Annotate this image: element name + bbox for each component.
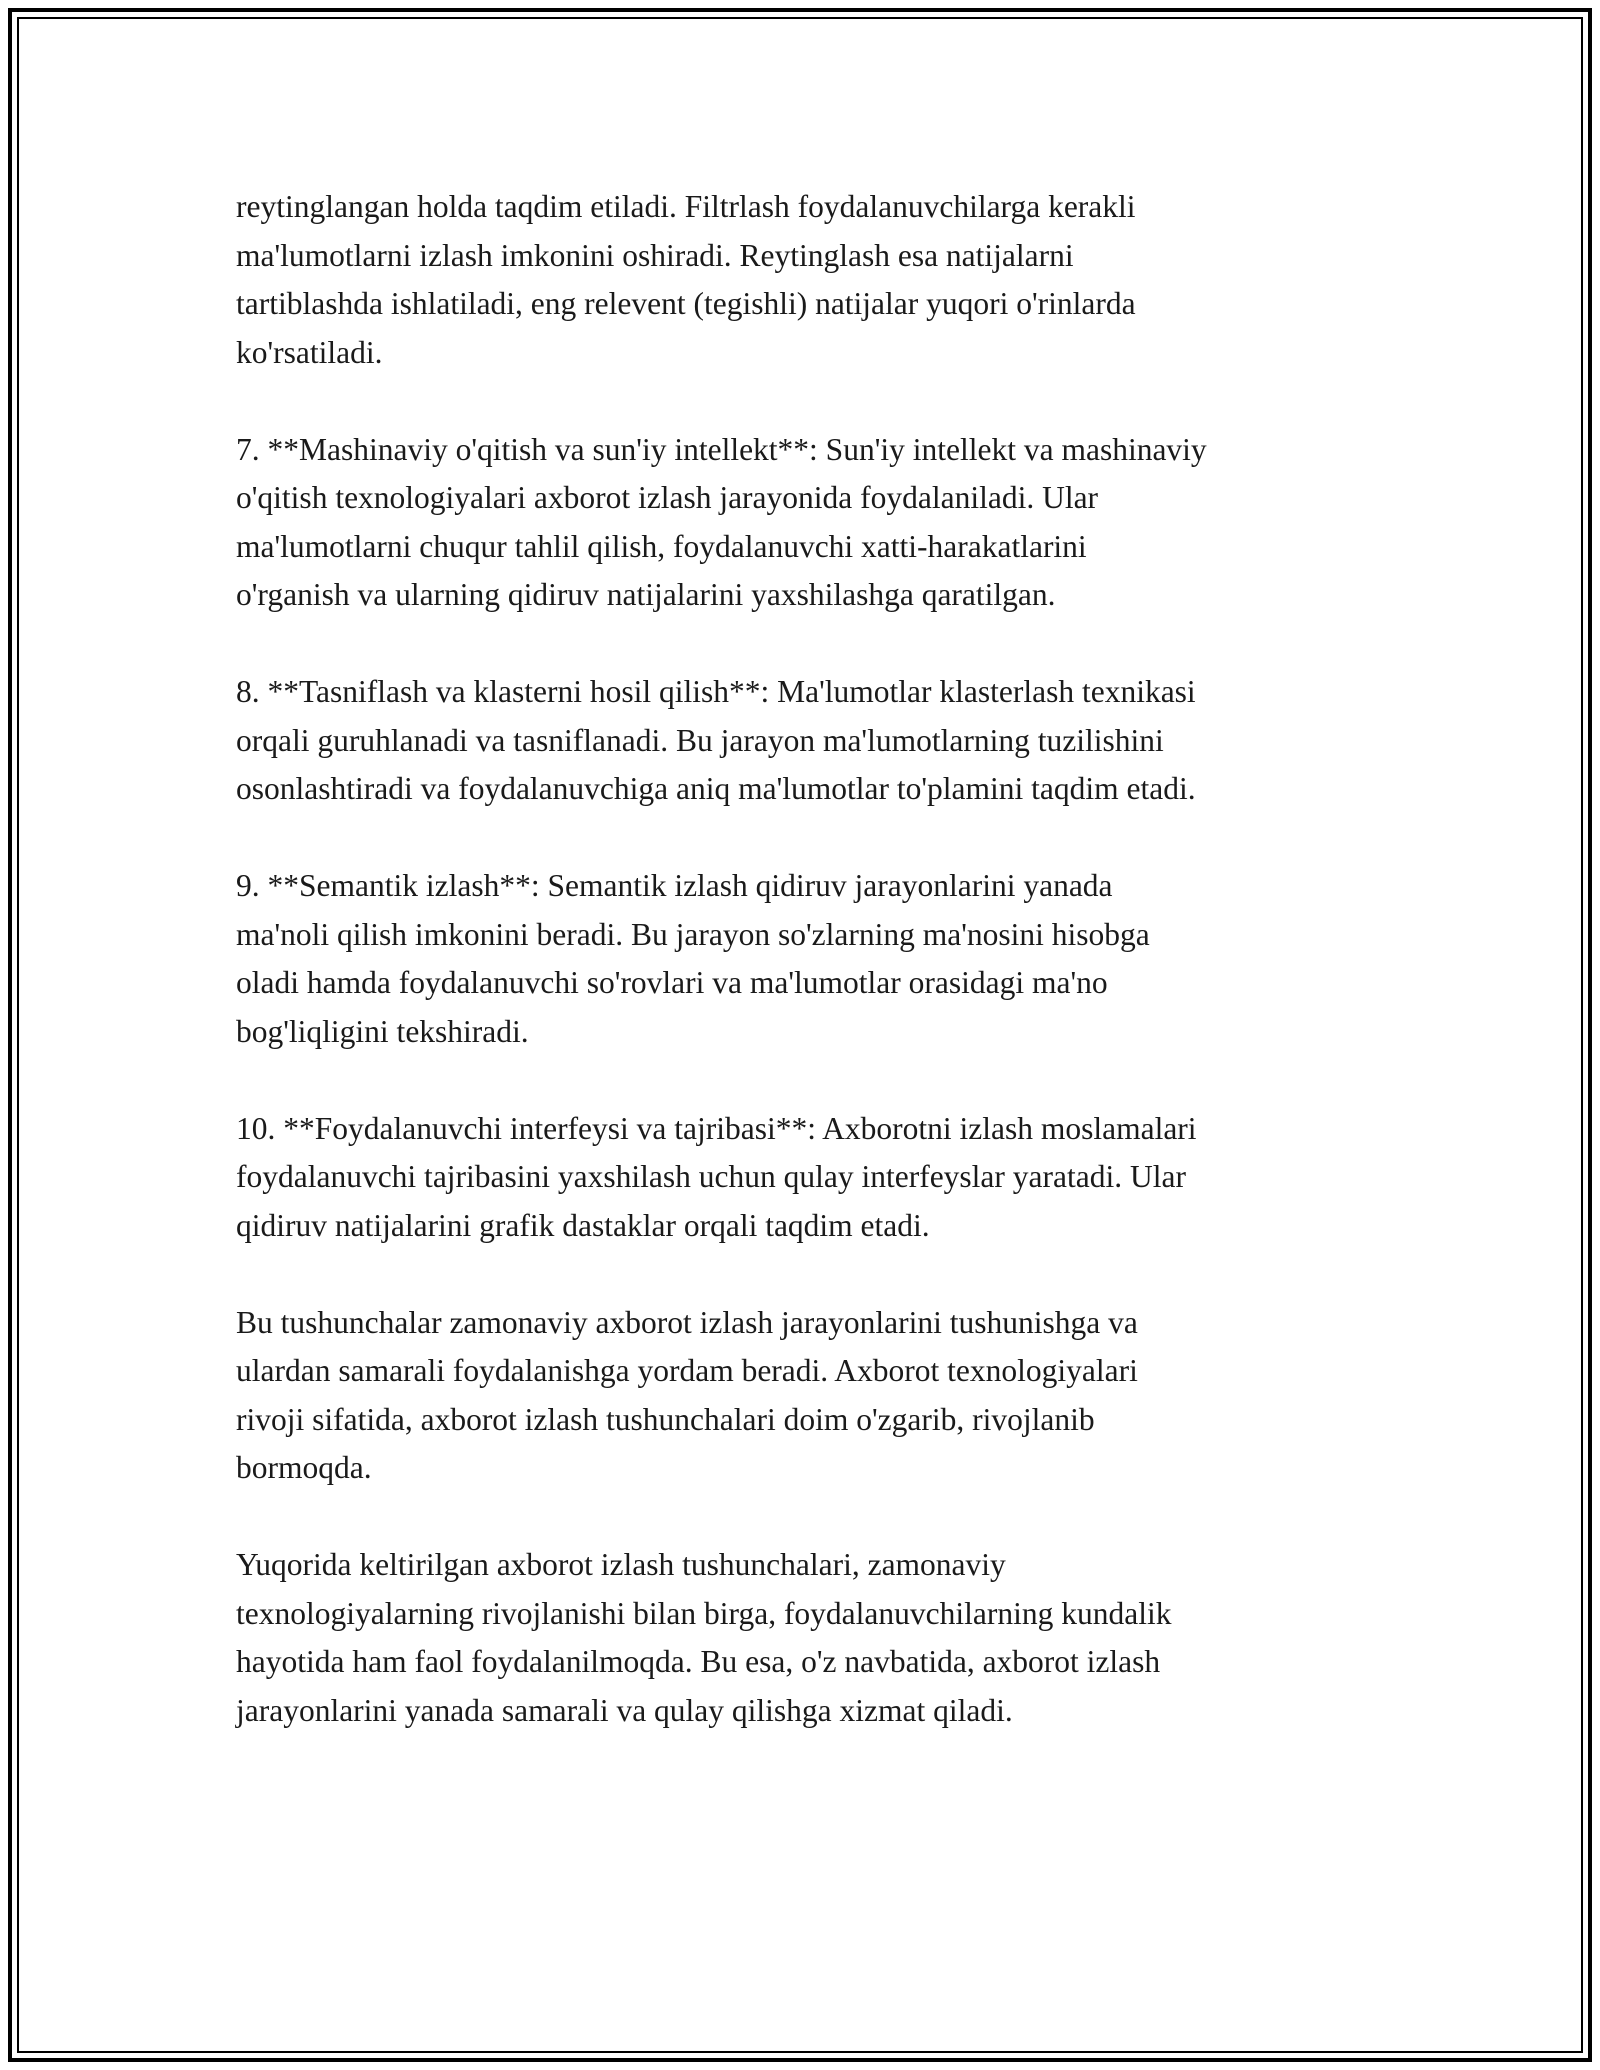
- text-line: Yuqorida keltirilgan axborot izlash tushunchalari, zamonaviy: [236, 1547, 1006, 1582]
- text-line: bog'liqligini tekshiradi.: [236, 1013, 529, 1049]
- text-line: 7. **Mashinaviy o'qitish va sun'iy intellekt**: Sun'iy intellekt va mashinaviy: [236, 431, 1207, 467]
- text-line: Bu tushunchalar zamonaviy axborot izlash jarayonlarini tushunishga va: [236, 1304, 1138, 1340]
- paragraph-summary: [236, 1299, 1376, 1493]
- paragraph-item-9: [236, 862, 1376, 1056]
- paragraph-conclusion: [236, 1541, 1376, 1735]
- text-line: oladi hamda foydalanuvchi so'rovlari va ma'lumotlar orasidagi ma'no: [236, 965, 1108, 1000]
- text-line: 10. **Foydalanuvchi interfeysi va tajribasi**: Axborotni izlash moslamalari: [236, 1110, 1197, 1146]
- text-line: reytinglangan holda taqdim etiladi. Filtrlash foydalanuvchilarga kerakli: [236, 189, 1136, 224]
- text-line: 8. **Tasniflash va klasterni hosil qilish**: Ma'lumotlar klasterlash texnikasi: [236, 674, 1196, 709]
- text-line: ma'noli qilish imkonini beradi. Bu jarayon so'zlarning ma'nosini hisobga: [236, 916, 1150, 952]
- text-line: ulardan samarali foydalanishga yordam beradi. Axborot texnologiyalari: [236, 1353, 1138, 1388]
- paragraph-filtering-ranking: [236, 183, 1376, 377]
- text-line: bormoqda.: [236, 1450, 372, 1485]
- text-line: ma'lumotlarni chuqur tahlil qilish, foydalanuvchi xatti-harakatlarini: [236, 528, 1087, 564]
- paragraph-item-7: [236, 426, 1376, 620]
- text-line: qidiruv natijalarini grafik dastaklar orqali taqdim etadi.: [236, 1207, 930, 1243]
- paragraph-item-8: [236, 668, 1376, 814]
- document-body: [236, 183, 1376, 1784]
- text-line: 9. **Semantik izlash**: Semantik izlash qidiruv jarayonlarini yanada: [236, 868, 1113, 903]
- text-line: hayotida ham faol foydalanilmoqda. Bu esa, o'z navbatida, axborot izlash: [236, 1644, 1161, 1679]
- text-line: rivoji sifatida, axborot izlash tushunchalari doim o'zgarib, rivojlanib: [236, 1401, 1095, 1437]
- paragraph-item-10: [236, 1105, 1376, 1251]
- text-line: ko'rsatiladi.: [236, 334, 383, 370]
- text-line: osonlashtiradi va foydalanuvchiga aniq ma'lumotlar to'plamini taqdim etadi.: [236, 771, 1196, 806]
- text-line: orqali guruhlanadi va tasniflanadi. Bu jarayon ma'lumotlarning tuzilishini: [236, 722, 1164, 758]
- text-line: o'rganish va ularning qidiruv natijalarini yaxshilashga qaratilgan.: [236, 577, 1056, 612]
- text-line: o'qitish texnologiyalari axborot izlash jarayonida foydalaniladi. Ular: [236, 480, 1099, 515]
- text-line: ma'lumotlarni izlash imkonini oshiradi. Reytinglash esa natijalarni: [236, 237, 1074, 273]
- text-line: jarayonlarini yanada samarali va qulay qilishga xizmat qiladi.: [236, 1692, 1013, 1728]
- text-line: foydalanuvchi tajribasini yaxshilash uchun qulay interfeyslar yaratadi. Ular: [236, 1159, 1186, 1194]
- text-line: texnologiyalarning rivojlanishi bilan birga, foydalanuvchilarning kundalik: [236, 1595, 1172, 1631]
- text-line: tartiblashda ishlatiladi, eng relevent (tegishli) natijalar yuqori o'rinlarda: [236, 286, 1136, 321]
